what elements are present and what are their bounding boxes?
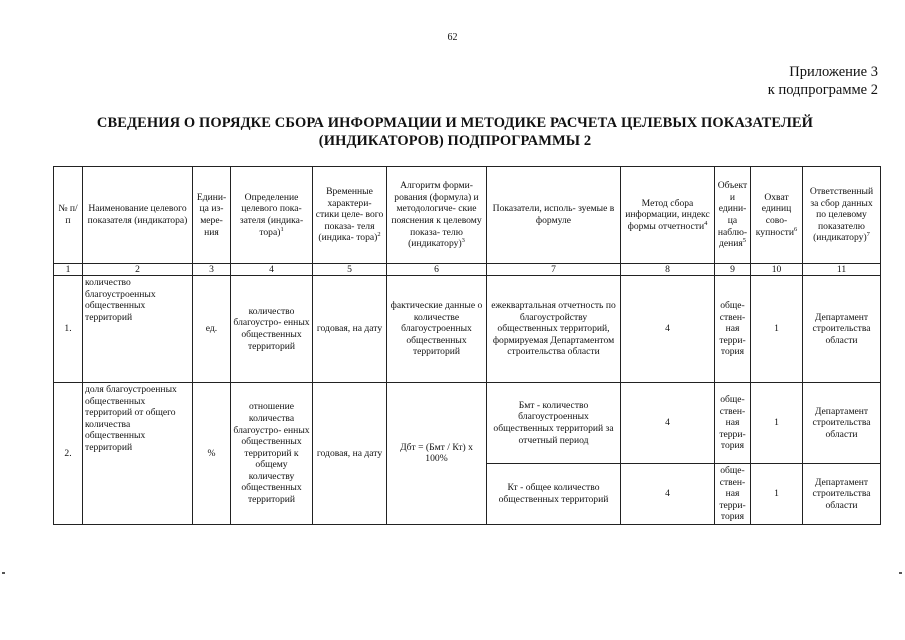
header-cell-definition: Определение целевого пока- зателя (индика- тора)$^1$ <box>231 167 313 264</box>
collection-method: 4 <box>621 383 715 464</box>
header-cell-algorithm: Алгоритм форми- рования (формула) и методологиче- ские пояснения к целевому показа- телю (индикатору)$^3$ <box>387 167 487 264</box>
title-line-2: (ИНДИКАТОРОВ) ПОДПРОГРАММЫ 2 <box>318 133 592 149</box>
column-number-row <box>54 264 881 276</box>
indicator-definition: отношение количества благоустро- енных общественных территорий к общему количеству общественных территорий <box>231 383 313 525</box>
header-cell-indicators: Показатели, исполь- зуемые в формуле <box>487 167 621 264</box>
header-cell-num: № п/п <box>54 167 83 264</box>
appendix-label <box>768 63 878 99</box>
header-cell-method: Метод сбора информации, индекс формы отчетности$^4$ <box>621 167 715 264</box>
formula-indicators: Бмт - количество благоустроенных общественных территорий за отчетный период <box>487 383 621 464</box>
indicators-table <box>53 166 881 525</box>
row-number: 1. <box>54 276 83 383</box>
appendix-line-2: к подпрограмме 2 <box>767 82 878 98</box>
algorithm: фактические данные о количестве благоустроенных общественных территорий <box>387 276 487 383</box>
header-row <box>54 167 881 264</box>
coverage: 1 <box>751 464 803 525</box>
title-line-1: СВЕДЕНИЯ О ПОРЯДКЕ СБОРА ИНФОРМАЦИИ И МЕТОДИКЕ РАСЧЕТА ЦЕЛЕВЫХ ПОКАЗАТЕЛЕЙ <box>96 115 814 131</box>
table-row <box>54 383 881 464</box>
header-cell-coverage: Охват единиц сово- купности$^6$ <box>751 167 803 264</box>
observation-object: обще- ствен- ная терри- тория <box>715 276 751 383</box>
observation-object: обще- ствен- ная терри- тория <box>715 464 751 525</box>
collection-method: 4 <box>621 276 715 383</box>
column-number: 5 <box>313 264 387 276</box>
column-number: 10 <box>751 264 803 276</box>
column-number: 6 <box>387 264 487 276</box>
page-number: 62 <box>447 32 458 43</box>
header-cell-name: Наименование целевого показателя (индикатора) <box>83 167 193 264</box>
time-characteristics: годовая, на дату <box>313 383 387 525</box>
indicator-name: количество благоустроенных общественных территорий <box>83 276 193 383</box>
header-cell-responsible: Ответственный за сбор данных по целевому показателю (индикатору)$^7$ <box>803 167 881 264</box>
column-number: 9 <box>715 264 751 276</box>
header-cell-time: Временные характери- стики целе- вого показа- теля (индика- тора)$^2$ <box>313 167 387 264</box>
unit: ед. <box>193 276 231 383</box>
indicator-definition: количество благоустро- енных общественных территорий <box>231 276 313 383</box>
header-cell-unit: Едини- ца из- мере- ния <box>193 167 231 264</box>
algorithm: Дбт = (Бмт / Кт) х 100% <box>387 383 487 525</box>
table-row <box>54 276 881 383</box>
formula-indicators: Кт - общее количество общественных территорий <box>487 464 621 525</box>
scan-speck <box>899 572 902 574</box>
responsible: Департамент строительства области <box>803 276 881 383</box>
unit: % <box>193 383 231 525</box>
observation-object: обще- ствен- ная терри- тория <box>715 383 751 464</box>
responsible: Департамент строительства области <box>803 464 881 525</box>
column-number: 8 <box>621 264 715 276</box>
responsible: Департамент строительства области <box>803 383 881 464</box>
formula-indicators: ежеквартальная отчетность по благоустройству общественных территорий, формируемая Департаментом строительства области <box>487 276 621 383</box>
indicator-name: доля благоустроенных общественных территорий от общего количества общественных территорий <box>83 383 193 525</box>
appendix-line-1: Приложение 3 <box>789 64 878 80</box>
column-number: 1 <box>54 264 83 276</box>
column-number: 4 <box>231 264 313 276</box>
header-cell-object: Объект и едини- ца наблю- дения$^5$ <box>715 167 751 264</box>
document-title <box>60 114 850 150</box>
coverage: 1 <box>751 383 803 464</box>
column-number: 3 <box>193 264 231 276</box>
column-number: 2 <box>83 264 193 276</box>
scan-speck <box>2 572 5 574</box>
column-number: 7 <box>487 264 621 276</box>
collection-method: 4 <box>621 464 715 525</box>
coverage: 1 <box>751 276 803 383</box>
time-characteristics: годовая, на дату <box>313 276 387 383</box>
row-number: 2. <box>54 383 83 525</box>
column-number: 11 <box>803 264 881 276</box>
